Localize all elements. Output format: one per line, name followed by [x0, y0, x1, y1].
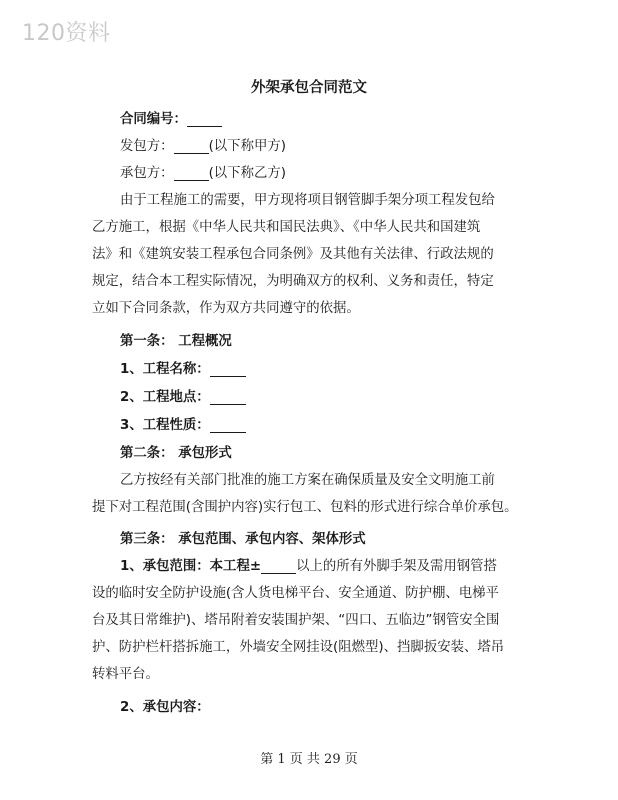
- project-nature-blank: [210, 418, 246, 433]
- scope-line: 设的临时安全防护设施(含人货电梯平台、安全通道、防护棚、电梯平: [92, 586, 499, 601]
- project-name-label: 1、工程名称：: [120, 362, 210, 377]
- intro-line: 由于工程施工的需要，甲方现将项目钢管脚手架分项工程发包给: [120, 193, 495, 208]
- article2-heading: 第二条： 承包形式: [120, 446, 232, 461]
- project-location-blank: [210, 390, 246, 405]
- scope-line-rest: 以上的所有外脚手架及需用钢管搭: [296, 559, 497, 574]
- party-b-suffix: (以下称乙方): [208, 166, 286, 181]
- scope-line: 转料平台。: [92, 667, 159, 682]
- party-a-line: [120, 135, 286, 154]
- project-nature-label: 3、工程性质：: [120, 418, 210, 433]
- intro-line: 立如下合同条款，作为双方共同遵守的依据。: [92, 301, 360, 316]
- article3-heading: 第三条： 承包范围、承包内容、架体形式: [120, 532, 366, 547]
- project-location-label: 2、工程地点：: [120, 390, 210, 405]
- party-a-suffix: (以下称甲方): [208, 139, 286, 154]
- page-footer: 第 1 页 共 29 页: [260, 752, 358, 767]
- scope-line: 护、防护栏杆搭拆施工，外墙安全网挂设(阻燃型)、挡脚扳安装、塔吊: [92, 640, 505, 655]
- party-b-blank: [174, 166, 209, 181]
- scope-line: 台及其日常维护)、塔吊附着安装围护架、“四口、五临边”钢管安全围: [92, 613, 500, 628]
- article2-line: 乙方按经有关部门批准的施工方案在确保质量及安全文明施工前: [120, 473, 495, 488]
- party-a-label: 发包方：: [120, 139, 174, 154]
- intro-line: 乙方施工，根据《中华人民共和国民法典》、《中华人民共和国建筑: [92, 220, 481, 235]
- article1-item-name: [120, 358, 246, 377]
- contract-number-blank: [187, 112, 222, 127]
- party-b-label: 承包方：: [120, 166, 174, 181]
- intro-line: 法》和《建筑安装工程承包合同条例》及其他有关法律、行政法规的: [92, 247, 494, 262]
- contract-number-line: [120, 108, 222, 127]
- intro-line: 规定，结合本工程实际情况，为明确双方的权利、义务和责任，特定: [92, 274, 494, 289]
- party-a-blank: [174, 139, 209, 154]
- article2-line: 提下对工程范围(含围护内容)实行包工、包料的形式进行综合单价承包。: [92, 500, 518, 515]
- party-b-line: [120, 162, 286, 181]
- contract-number-label: 合同编号：: [120, 112, 187, 127]
- scope-prefix: 1、承包范围：本工程±: [120, 559, 262, 574]
- content-heading: 2、承包内容：: [120, 700, 210, 715]
- scope-line: [120, 555, 497, 574]
- article1-heading: 第一条： 工程概况: [120, 334, 232, 349]
- watermark: 120资料: [22, 21, 111, 46]
- article1-item-location: [120, 386, 246, 405]
- article1-item-nature: [120, 414, 246, 433]
- document-title: 外架承包合同范文: [251, 80, 367, 96]
- project-name-blank: [210, 362, 246, 377]
- scope-elevation-blank: [261, 559, 296, 574]
